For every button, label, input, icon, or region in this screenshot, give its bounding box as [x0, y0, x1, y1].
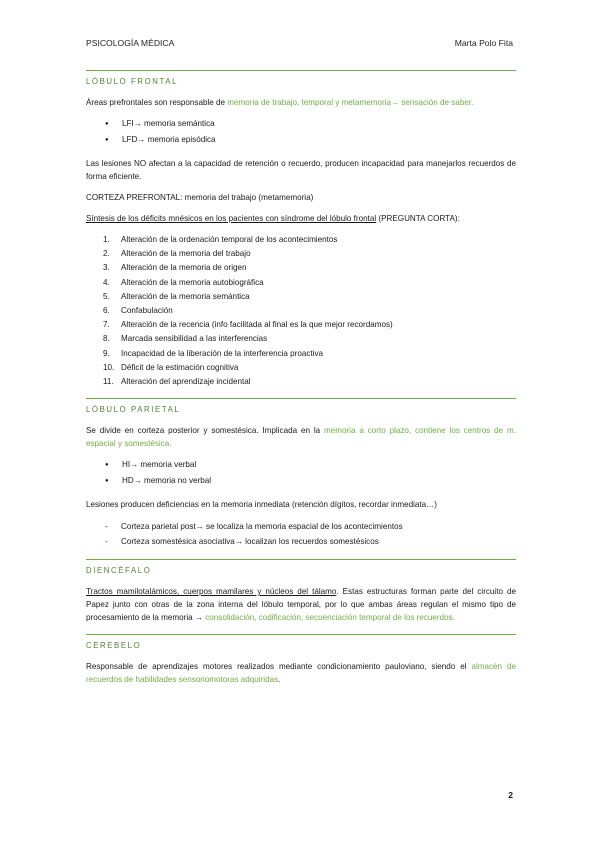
section-divider [86, 70, 516, 71]
cerebelo-text [86, 660, 516, 686]
item-number: 7. [103, 320, 110, 330]
cerebelo-end: . [278, 675, 281, 685]
item-text: Alteración de la memoria del trabajo [121, 249, 251, 259]
item-text: Alteración de la recencia (info facilitada al final es la que mejor recordamos) [121, 320, 393, 330]
parietal-intro-highlight: memoria a corto plazo, contiene los centros de m. espacial y somestésica. [86, 426, 517, 449]
diencefalo-underlined: Tractos mamilotalámicos, cuerpos mamilares y núcleos del tálamo [86, 587, 337, 597]
item-text: Marcada sensibilidad a las interferencias [121, 334, 268, 344]
item-number: 11. [103, 376, 114, 386]
synthesis-underlined: Síntesis de los déficits mnésicos en los pacientes con síndrome del lóbulo frontal [86, 214, 377, 223]
list-item: ● HI→ memoria verbal [86, 457, 516, 473]
list-item [86, 347, 516, 361]
frontal-intro-text: Áreas prefrontales son responsable de [86, 98, 228, 107]
item-number: 2. [103, 249, 110, 259]
page-content [86, 70, 516, 686]
item-text: Alteración del aprendizaje incidental [121, 376, 251, 386]
frontal-deficits-list [86, 233, 516, 389]
list-item: ● LFI→ memoria semántica [86, 116, 516, 132]
list-item [86, 375, 516, 389]
list-item [86, 261, 516, 275]
header-subject: PSICOLOGÍA MÉDICA [86, 38, 175, 48]
parietal-intro [86, 424, 516, 450]
list-item [86, 233, 516, 247]
list-item [86, 247, 516, 261]
section-title-diencefalo: DIENCÉFALO [86, 566, 152, 576]
parietal-bullets [86, 457, 516, 489]
item-number: 10. [103, 362, 115, 372]
item-number: 1. [103, 235, 110, 244]
frontal-synthesis-heading [86, 212, 516, 225]
item-number: 6. [103, 305, 110, 315]
parietal-dash-list [86, 519, 516, 549]
list-item [86, 290, 516, 304]
frontal-intro [86, 96, 516, 109]
item-number: 4. [103, 277, 110, 287]
item-number: 9. [103, 348, 110, 358]
frontal-lesions: Las lesiones NO afectan a la capacidad de retención o recuerdo, producen incapacidad para manejarlos recuerdos de forma eficiente. [86, 159, 516, 181]
item-text: Déficit de la estimación cognitiva [121, 362, 239, 372]
list-item [86, 276, 516, 290]
list-item [86, 318, 516, 332]
section-title-frontal: LÓBULO FRONTAL [86, 77, 179, 86]
diencefalo-body: . Estas estructuras forman parte del circuito de Papez junto con otras de la zona interna del lóbulo temporal, por lo que ambas áreas regulan el mismo tipo de procesamiento de la memoria → [86, 587, 516, 623]
list-item: ● HD→ memoria no verbal [86, 473, 516, 489]
synthesis-note: (PREGUNTA CORTA): [376, 214, 460, 223]
section-title-parietal: LÓBULO PARIETAL [86, 405, 181, 415]
list-item: - Corteza parietal post→ se localiza la memoria espacial de los acontecimientos [86, 519, 516, 534]
list-item [86, 332, 516, 346]
item-number: 3. [103, 263, 110, 273]
list-item [86, 361, 516, 375]
page-number: 2 [508, 790, 513, 800]
item-text: Alteración de la memoria autobiográfica [121, 277, 264, 287]
parietal-lesions: Lesiones producen deficiencias en la memoria inmediata (retención dígitos, recordar inmediata…) [86, 500, 437, 510]
header-author: Marta Polo Fita [454, 38, 513, 48]
cerebelo-highlight: almacén de recuerdos de habilidades sensoriomotoras adquiridas [86, 662, 516, 685]
item-text: Alteración de la ordenación temporal de los acontecimientos [121, 235, 338, 244]
frontal-bullets [86, 116, 516, 148]
list-item: - Corteza somestésica asociativa→ localizan los recuerdos somestésicos [86, 534, 516, 549]
section-divider [86, 398, 516, 399]
item-number: 8. [103, 334, 110, 344]
cerebelo-body: Responsable de aprendizajes motores realizados mediante condicionamiento pauloviano, siendo el [86, 662, 472, 672]
item-text: Confabulación [121, 305, 173, 315]
item-text: Incapacidad de la liberación de la interferencia proactiva [121, 348, 324, 358]
frontal-cortex: CORTEZA PREFRONTAL: memoria del trabajo (metamemoria) [86, 193, 314, 202]
parietal-intro-text: Se divide en corteza posterior y somestésica. Implicada en la [86, 426, 324, 436]
diencefalo-highlight: consolidación, codificación, secuenciación temporal de los recuerdos. [205, 613, 455, 623]
list-item [86, 304, 516, 318]
list-item: ● LFD→ memoria episódica [86, 132, 516, 148]
item-text: Alteración de la memoria de origen [121, 263, 247, 273]
diencefalo-text [86, 585, 516, 624]
section-divider [86, 634, 516, 635]
frontal-intro-highlight: memoria de trabajo, temporal y metamemoria→ sensación de saber. [227, 98, 474, 107]
section-divider [86, 559, 516, 560]
item-text: Alteración de la memoria semántica [121, 291, 250, 301]
item-number: 5. [103, 291, 110, 301]
section-title-cerebelo: CEREBELO [86, 641, 142, 651]
